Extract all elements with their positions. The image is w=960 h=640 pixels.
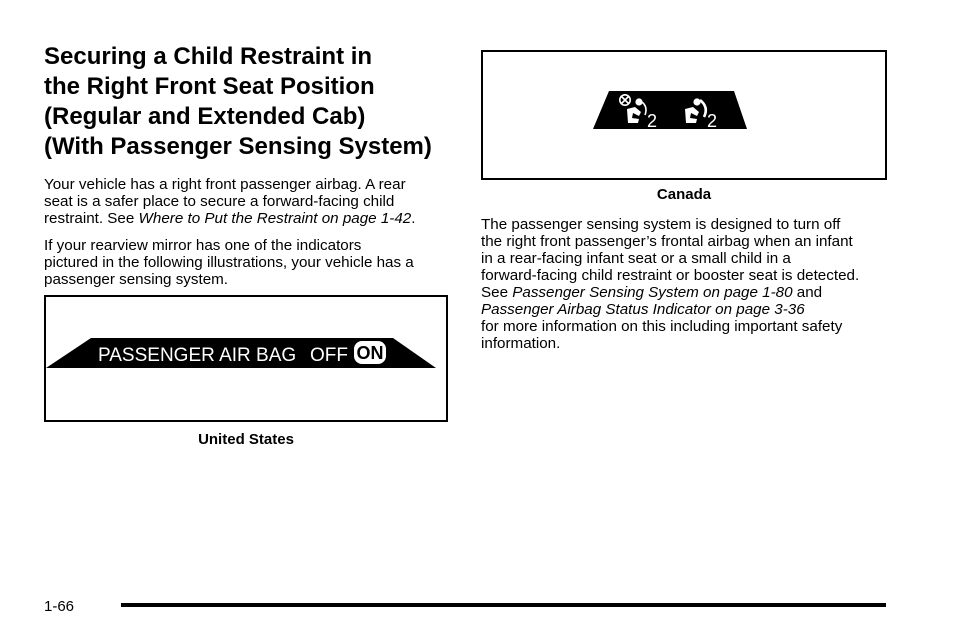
heading-line: (Regular and Extended Cab) [44,103,366,130]
airbag-on-label: ON [356,343,384,363]
text-line: seat is a safer place to secure a forward-facing child [44,193,395,210]
section-heading [44,42,448,162]
text-line: the right front passenger’s frontal airbag when an infant [481,233,853,250]
cross-reference-link[interactable]: Where to Put the Restraint on page 1-42 [138,210,412,227]
description-paragraph [481,216,901,352]
text-line: in a rear-facing infant seat or a small child in a [481,250,791,267]
off-seat-number: 2 [647,111,658,131]
text-line [481,284,901,301]
text-line: for more information on this including important safety [481,318,843,335]
text-segment: and [792,284,823,301]
canada-indicator-panel [483,52,885,178]
heading-line: (With Passenger Sensing System) [44,133,432,160]
us-figure-caption: United States [198,431,294,448]
text-line: passenger sensing system. [44,271,229,288]
us-indicator-figure [44,295,448,422]
indicators-paragraph [44,237,448,288]
text-segment: See [481,284,513,301]
airbag-off-label: OFF [310,345,348,366]
text-line: The passenger sensing system is designed to turn off [481,216,841,233]
cross-reference-link[interactable]: Passenger Airbag Status Indicator on page 3-36 [481,301,805,318]
text-line: pictured in the following illustrations, your vehicle has a [44,254,414,271]
footer-rule [121,603,886,607]
text-line: forward-facing child restraint or booster seat is detected. [481,267,860,284]
heading-line: Securing a Child Restraint in [44,43,373,70]
us-indicator-panel [46,297,446,420]
text-line [481,301,901,318]
description-block [481,216,901,352]
text-line: Your vehicle has a right front passenger airbag. A rear [44,176,406,193]
page-number: 1-66 [44,598,75,615]
intro-paragraph [44,176,448,227]
on-seat-number: 2 [707,111,718,131]
canada-figure-caption: Canada [656,186,712,203]
indicator-panel-shape [593,91,747,129]
heading-line: the Right Front Seat Position [44,73,375,100]
canada-indicator-figure [481,50,887,180]
text-segment: . [411,210,416,227]
passenger-airbag-label: PASSENGER AIR BAG [98,345,297,366]
left-column [44,42,448,288]
text-line [44,210,448,227]
text-line: information. [481,335,561,352]
cross-reference-link[interactable]: Passenger Sensing System on page 1-80 [512,284,793,301]
text-line: If your rearview mirror has one of the indicators [44,237,362,254]
text-segment: restraint. See [44,210,139,227]
